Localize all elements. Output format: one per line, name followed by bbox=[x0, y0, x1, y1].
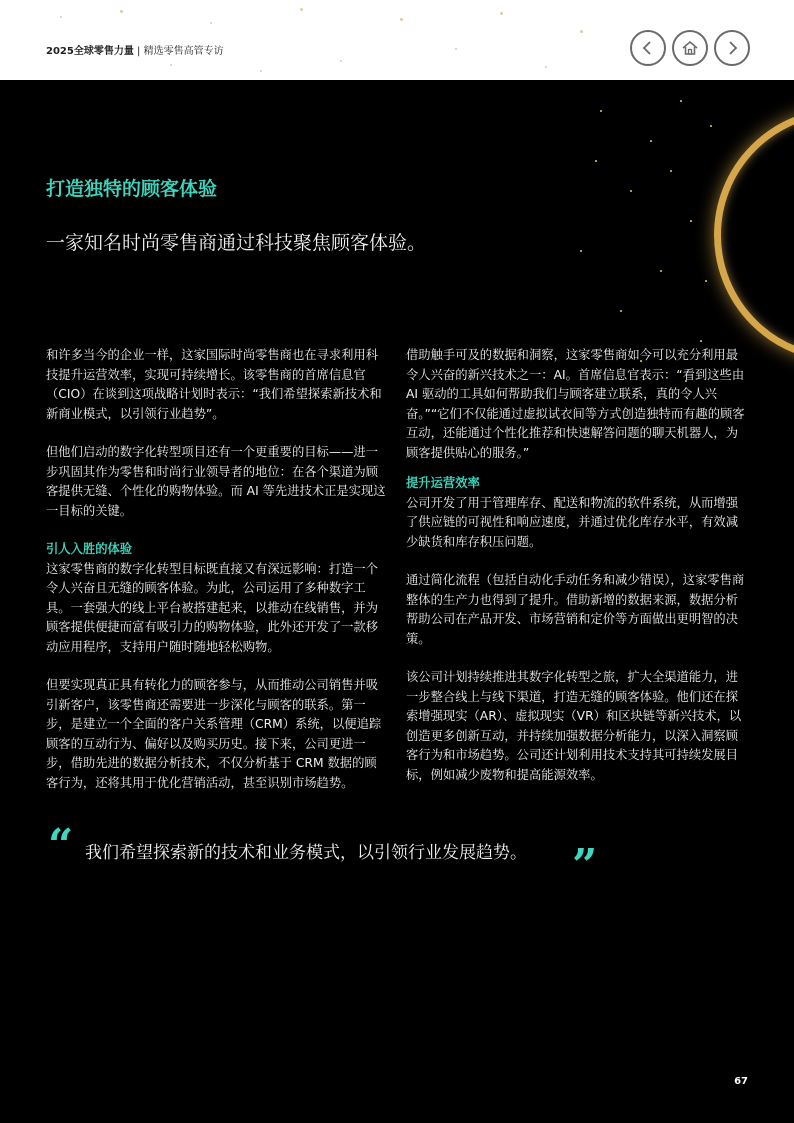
header-separator: | bbox=[137, 46, 141, 57]
left-column bbox=[46, 346, 388, 812]
next-page-button[interactable] bbox=[714, 30, 750, 66]
close-quote-icon: ” bbox=[572, 840, 598, 891]
chevron-right-icon bbox=[723, 39, 741, 57]
page-number: 67 bbox=[734, 1076, 748, 1087]
page-navigation bbox=[630, 30, 750, 66]
home-button[interactable] bbox=[672, 30, 708, 66]
paragraph: 但他们启动的数字化转型项目还有一个更重要的目标——进一步巩固其作为零售和时尚行业领导者的地位：在各个渠道为顾客提供无缝、个性化的购物体验。而 AI 等先进技术正是实现这一目标的关键。 bbox=[46, 445, 386, 518]
quote-text: 我们希望探索新的技术和业务模式，以引领行业发展趋势。 bbox=[85, 843, 527, 863]
section-heading: 提升运营效率 bbox=[406, 476, 480, 490]
report-title: 2025全球零售力量 bbox=[46, 46, 134, 57]
section-title: 精选零售高管专访 bbox=[143, 46, 224, 57]
pull-quote bbox=[48, 820, 748, 891]
paragraph: 通过简化流程（包括自动化手动任务和减少错误），这家零售商整体的生产力也得到了提升。借助新增的数据来源，数据分析帮助公司在产品开发、市场营销和定价等方面做出更明智的决策。 bbox=[406, 573, 745, 646]
page-header bbox=[0, 0, 794, 80]
right-column bbox=[406, 346, 750, 804]
paragraph: 和许多当今的企业一样，这家国际时尚零售商也在寻求利用科技提升运营效率，实现可持续增长。该零售商的首席信息官（CIO）在谈到这项战略计划时表示：“我们希望探索新技术和新商业模式，以引领行业趋势”。 bbox=[46, 348, 382, 421]
paragraph: 但要实现真正具有转化力的顾客参与，从而推动公司销售并吸引新客户，该零售商还需要进一步深化与顾客的联系。第一步，是建立一个全面的客户关系管理（CRM）系统，以便追踪顾客的互动行为、偏好以及购买历史。接下来，公司更进一步，借助先进的数据分析技术，不仅分析基于 CRM 数据的顾客行为，还将其用于优化营销活动，甚至识别市场趋势。 bbox=[46, 678, 382, 790]
article-subtitle: 一家知名时尚零售商通过科技聚焦顾客体验。 bbox=[46, 232, 427, 254]
paragraph: 公司开发了用于管理库存、配送和物流的软件系统，从而增强了供应链的可视性和响应速度，并通过优化库存水平，有效减少缺货和库存积压问题。 bbox=[406, 495, 739, 549]
paragraph: 该公司计划持续推进其数字化转型之旅，扩大全渠道能力，进一步整合线上与线下渠道，打造无缝的顾客体验。他们还在探索增强现实（AR）、虚拟现实（VR）和区块链等新兴技术，以创造更多创新互动，并持续加强数据分析能力，以深入洞察顾客行为和市场趋势。公司还计划利用技术支持其可持续发展目标，例如减少废物和提高能源效率。 bbox=[406, 670, 742, 782]
home-icon bbox=[681, 39, 699, 57]
previous-page-button[interactable] bbox=[630, 30, 666, 66]
article-title: 打造独特的顾客体验 bbox=[46, 178, 218, 200]
open-quote-icon: “ bbox=[48, 820, 74, 871]
paragraph: 借助触手可及的数据和洞察，这家零售商如今可以充分利用最令人兴奋的新兴技术之一：AI。首席信息官表示：“看到这些由 AI 驱动的工具如何帮助我们与顾客建立联系，真的令人兴奋。”“它们不仅能通过虚拟试衣间等方式创造独特而有趣的顾客互动，还能通过个性化推荐和快速解答问题的聊天机器人，为顾客提供贴心的服务。” bbox=[406, 348, 745, 460]
paragraph: 这家零售商的数字化转型目标既直接又有深远影响：打造一个令人兴奋且无缝的顾客体验。为此，公司运用了多种数字工具。一套强大的线上平台被搭建起来，以推动在线销售，并为顾客提供便捷而富有吸引力的购物体验，此外还开发了一款移动应用程序，支持用户随时随地轻松购物。 bbox=[46, 561, 379, 654]
section-heading: 引人入胜的体验 bbox=[46, 542, 133, 556]
chevron-left-icon bbox=[639, 39, 657, 57]
header-title bbox=[46, 42, 224, 57]
